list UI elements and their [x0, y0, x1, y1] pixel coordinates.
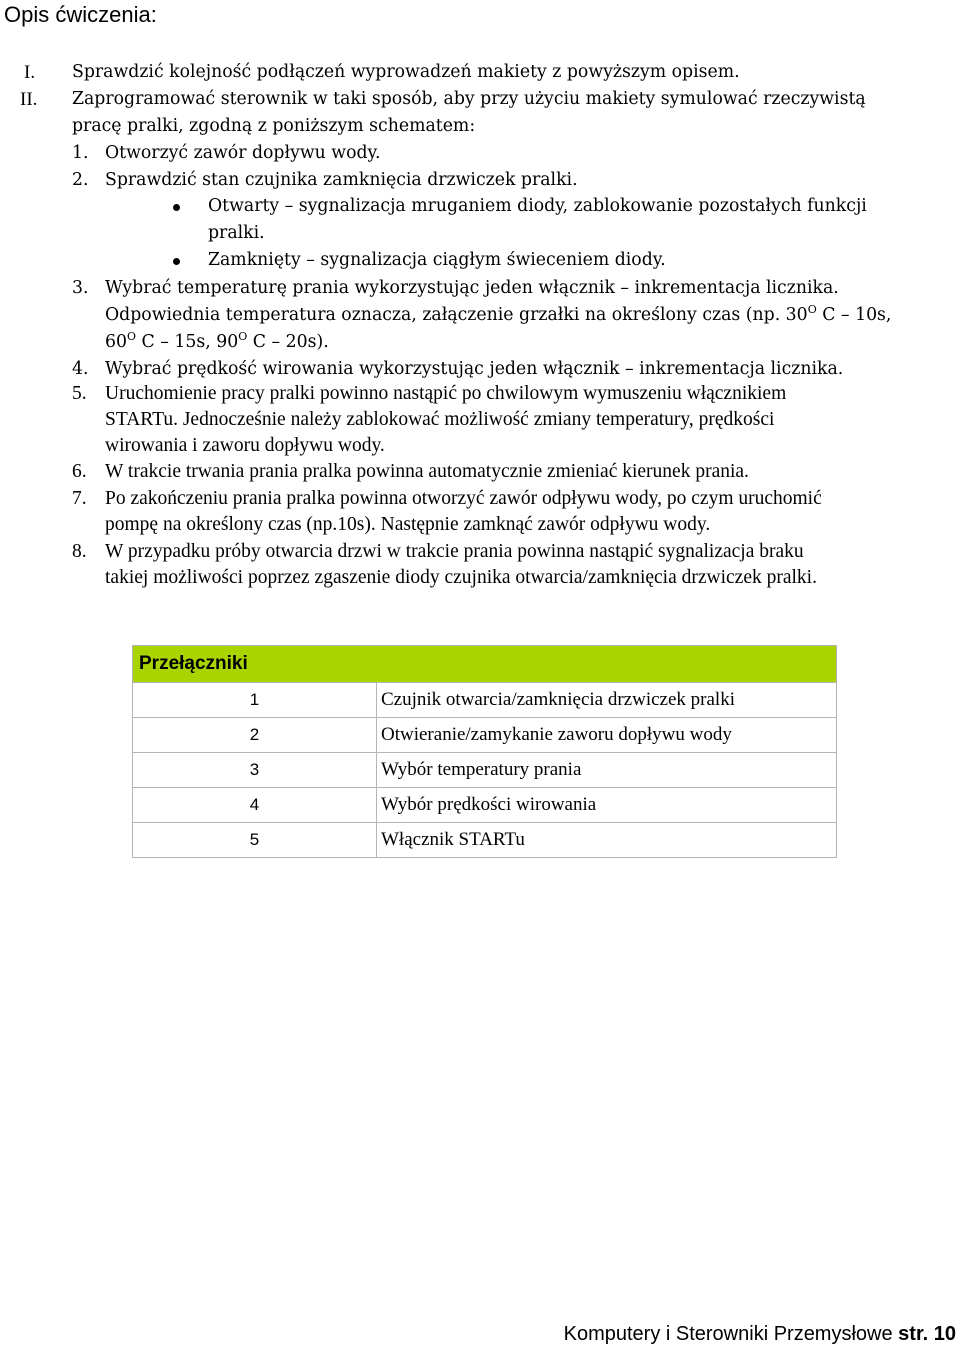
step-6-text: W trakcie trwania prania pralka powinna automatycznie zmieniać kierunek prania.: [105, 461, 749, 482]
table-header: Przełączniki: [133, 646, 837, 683]
roman-text-1: Sprawdzić kolejność podłączeń wyprowadzeń makiety z powyższym opisem.: [72, 62, 740, 82]
step-7-line-1: Po zakończeniu prania pralka powinna otworzyć zawór odpływu wody, po czym uruchomić: [105, 488, 822, 509]
step-3-line-1: Wybrać temperaturę prania wykorzystując jeden włącznik – inkrementacja licznika.: [105, 278, 839, 298]
step-number-7: 7.: [72, 488, 87, 509]
page-number: str. 10: [898, 1323, 956, 1345]
roman-number-2: II.: [20, 89, 38, 110]
roman-text-2-line-1: Zaprogramować sterownik w taki sposób, aby przy użyciu makiety symulować rzeczywistą: [72, 89, 866, 109]
step-number-8: 8.: [72, 541, 87, 562]
switch-number: 3: [133, 753, 377, 788]
step-8-line-2: takiej możliwości poprzez zgaszenie diody czujnika otwarcia/zamknięcia drzwiczek pralki.: [105, 567, 817, 588]
table-row: [133, 718, 837, 753]
page-footer: [564, 1323, 956, 1346]
table-header-row: [133, 646, 837, 683]
switch-description: Czujnik otwarcia/zamknięcia drzwiczek pralki: [377, 683, 837, 718]
switches-table: [132, 645, 837, 858]
switch-number: 2: [133, 718, 377, 753]
switch-number: 1: [133, 683, 377, 718]
step-5-line-2: STARTu. Jednocześnie należy zablokować możliwość zmiany temperatury, prędkości: [105, 409, 775, 430]
table-row: [133, 823, 837, 858]
step-number-6: 6.: [72, 461, 87, 482]
step-number-4: 4.: [72, 359, 89, 379]
step-number-2: 2.: [72, 170, 89, 190]
step-8-line-1: W przypadku próby otwarcia drzwi w trakcie prania powinna nastąpić sygnalizacja braku: [105, 541, 804, 562]
bullet-icon: [173, 204, 180, 211]
bullet-icon: [173, 258, 180, 265]
step-5-line-1: Uruchomienie pracy pralki powinno nastąpić po chwilowym wymuszeniu włącznikiem: [105, 383, 787, 404]
table-row: [133, 788, 837, 823]
degree-sup: O: [238, 330, 248, 343]
switch-description: Włącznik STARTu: [377, 823, 837, 858]
step-7-line-2: pompę na określony czas (np.10s). Następnie zamknąć zawór odpływu wody.: [105, 514, 711, 535]
step-5-line-3: wirowania i zaworu dopływu wody.: [105, 435, 385, 456]
step-number-3: 3.: [72, 278, 89, 298]
step-1-text: Otworzyć zawór dopływu wody.: [105, 143, 381, 163]
page-heading: Opis ćwiczenia:: [4, 2, 157, 27]
step-number-5: 5.: [72, 383, 87, 404]
bullet-1-line-2: pralki.: [208, 223, 265, 243]
roman-number-1: I.: [24, 62, 36, 83]
bullet-1-line-1: Otwarty – sygnalizacja mruganiem diody, zablokowanie pozostałych funkcji: [208, 196, 867, 216]
bullet-2-text: Zamknięty – sygnalizacja ciągłym świeceniem diody.: [208, 250, 666, 270]
step-3-line-2: Odpowiednia temperatura oznacza, załączenie grzałki na określony czas (np. $30^O$ C – 10s,: [105, 303, 892, 325]
degree-sup: O: [807, 303, 817, 316]
step-4-text: Wybrać prędkość wirowania wykorzystując jeden włącznik – inkrementacja licznika.: [105, 359, 844, 379]
switch-number: 4: [133, 788, 377, 823]
switch-description: Wybór temperatury prania: [377, 753, 837, 788]
roman-text-2-line-2: pracę pralki, zgodną z poniższym schematem:: [72, 116, 476, 136]
switch-number: 5: [133, 823, 377, 858]
footer-title: Komputery i Sterowniki Przemysłowe: [563, 1323, 893, 1345]
switch-description: Wybór prędkości wirowania: [377, 788, 837, 823]
degree-sup: O: [127, 330, 137, 343]
table-row: [133, 683, 837, 718]
step-number-1: 1.: [72, 143, 89, 163]
table-row: [133, 753, 837, 788]
step-3-line-3: $60^O$ C – 15s, $90^O$ C – 20s).: [105, 330, 329, 352]
switch-description: Otwieranie/zamykanie zaworu dopływu wody: [377, 718, 837, 753]
step-2-text: Sprawdzić stan czujnika zamknięcia drzwiczek pralki.: [105, 170, 578, 190]
